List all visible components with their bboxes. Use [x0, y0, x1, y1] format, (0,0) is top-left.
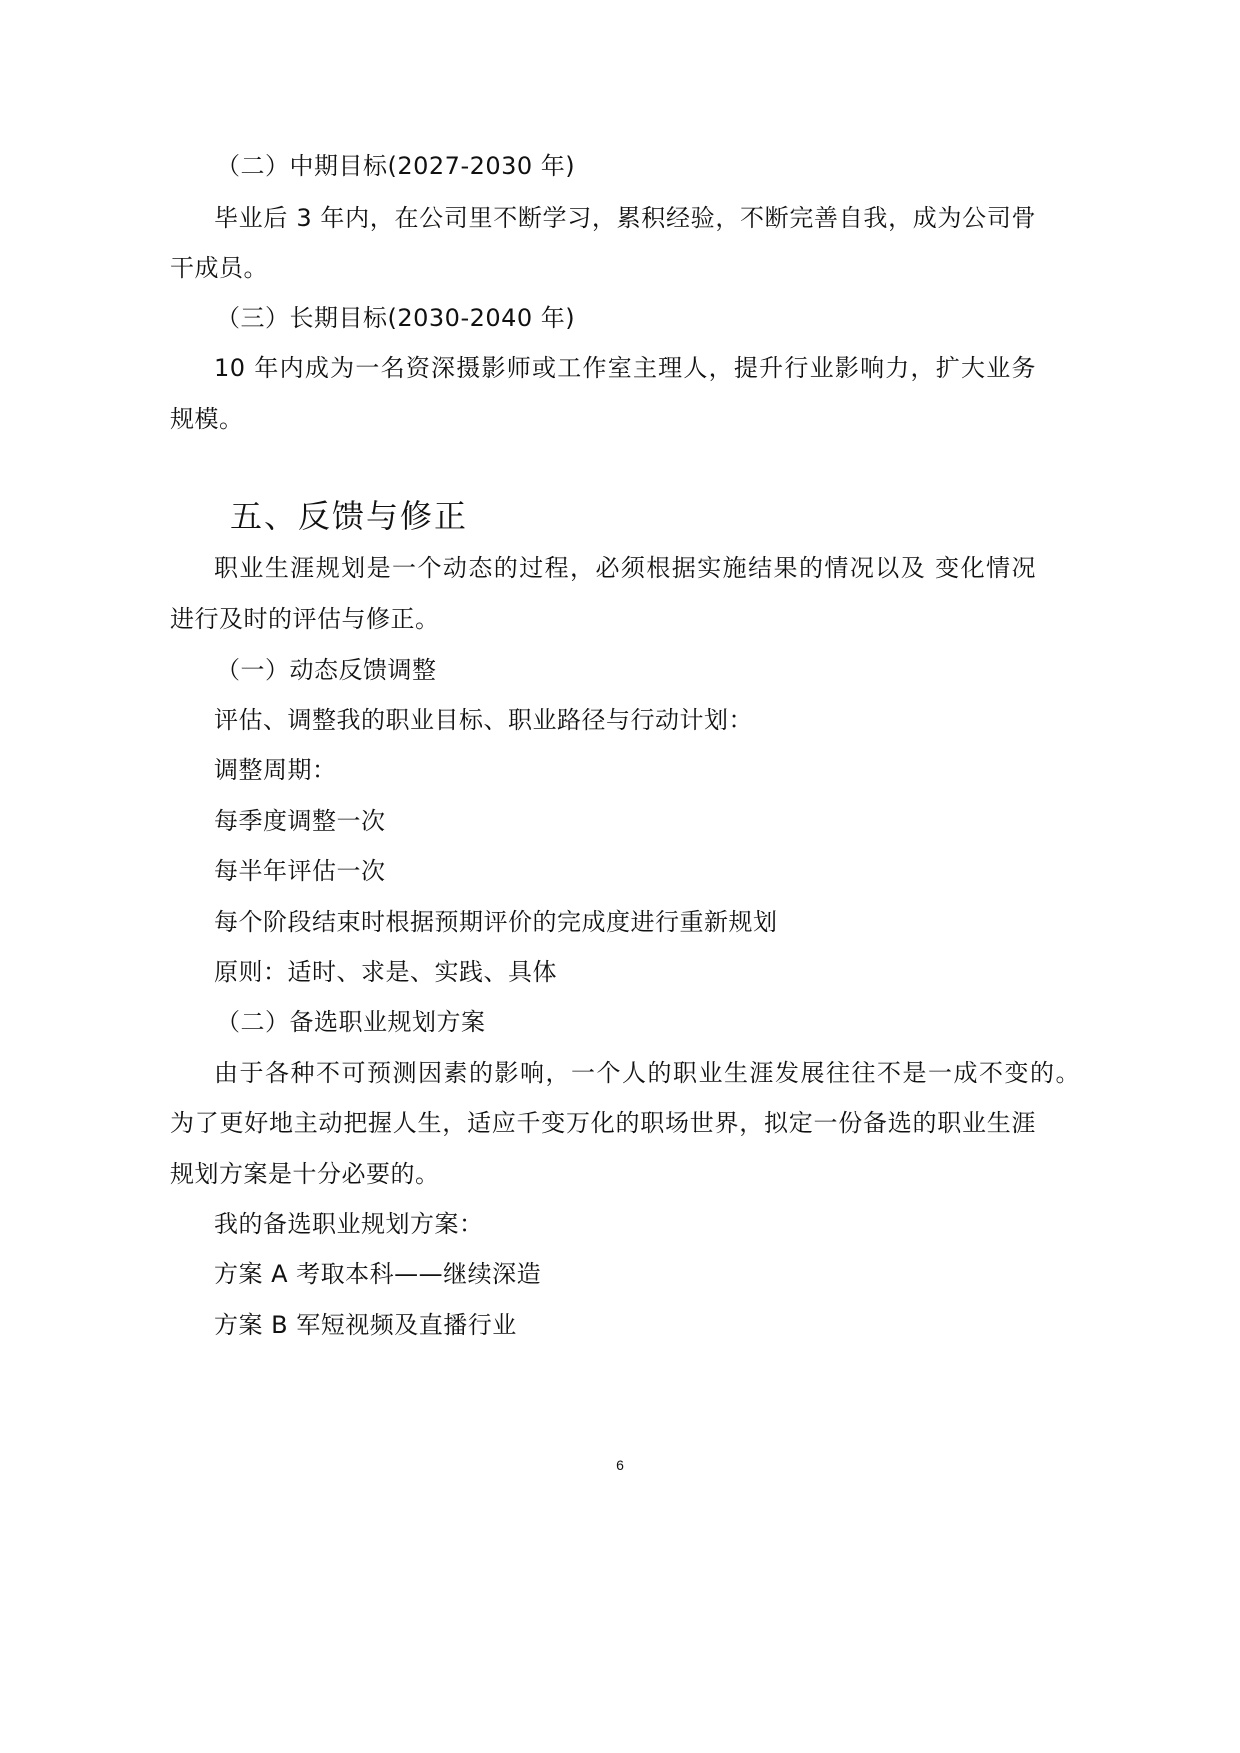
feedback-line-quarterly: 每季度调整一次: [214, 807, 386, 835]
feedback-line-stage: 每个阶段结束时根据预期评价的完成度进行重新规划: [214, 908, 778, 936]
alternative-para-line3: 规划方案是十分必要的。: [170, 1160, 440, 1188]
feedback-line-principle: 原则：适时、求是、实践、具体: [214, 958, 557, 986]
my-alternative-plans-label: 我的备选职业规划方案：: [214, 1210, 484, 1238]
section-intro-line1: 职业生涯规划是一个动态的过程，必须根据实施结果的情况以及 变化情况: [214, 554, 1036, 582]
section-intro-line2: 进行及时的评估与修正。: [170, 605, 440, 633]
mid-term-text-line2: 干成员。: [170, 254, 268, 282]
feedback-line-halfyear: 每半年评估一次: [214, 857, 386, 885]
feedback-line-evaluate: 评估、调整我的职业目标、职业路径与行动计划：: [214, 706, 753, 734]
mid-term-subheading: （二）中期目标(2027-2030 年): [216, 152, 576, 180]
long-term-text-line1: 10 年内成为一名资深摄影师或工作室主理人，提升行业影响力，扩大业务: [214, 354, 1036, 382]
mid-term-text-line1: 毕业后 3 年内，在公司里不断学习，累积经验，不断完善自我，成为公司骨: [214, 204, 1036, 232]
plan-a: 方案 A 考取本科——继续深造: [214, 1260, 542, 1288]
section-heading: 五、反馈与修正: [230, 497, 469, 535]
long-term-text-line2: 规模。: [170, 405, 244, 433]
alternative-para-line1: 由于各种不可预测因素的影响，一个人的职业生涯发展往往不是一成不变的。: [214, 1059, 1080, 1087]
feedback-line-cycle: 调整周期：: [214, 756, 337, 784]
plan-b: 方案 B 军短视频及直播行业: [214, 1311, 517, 1339]
dynamic-feedback-subheading: （一）动态反馈调整: [216, 656, 437, 684]
page-number: 6: [616, 1457, 624, 1473]
long-term-subheading: （三）长期目标(2030-2040 年): [216, 304, 576, 332]
alternative-plan-subheading: （二）备选职业规划方案: [216, 1008, 486, 1036]
alternative-para-line2: 为了更好地主动把握人生，适应千变万化的职场世界，拟定一份备选的职业生涯: [170, 1109, 1036, 1137]
